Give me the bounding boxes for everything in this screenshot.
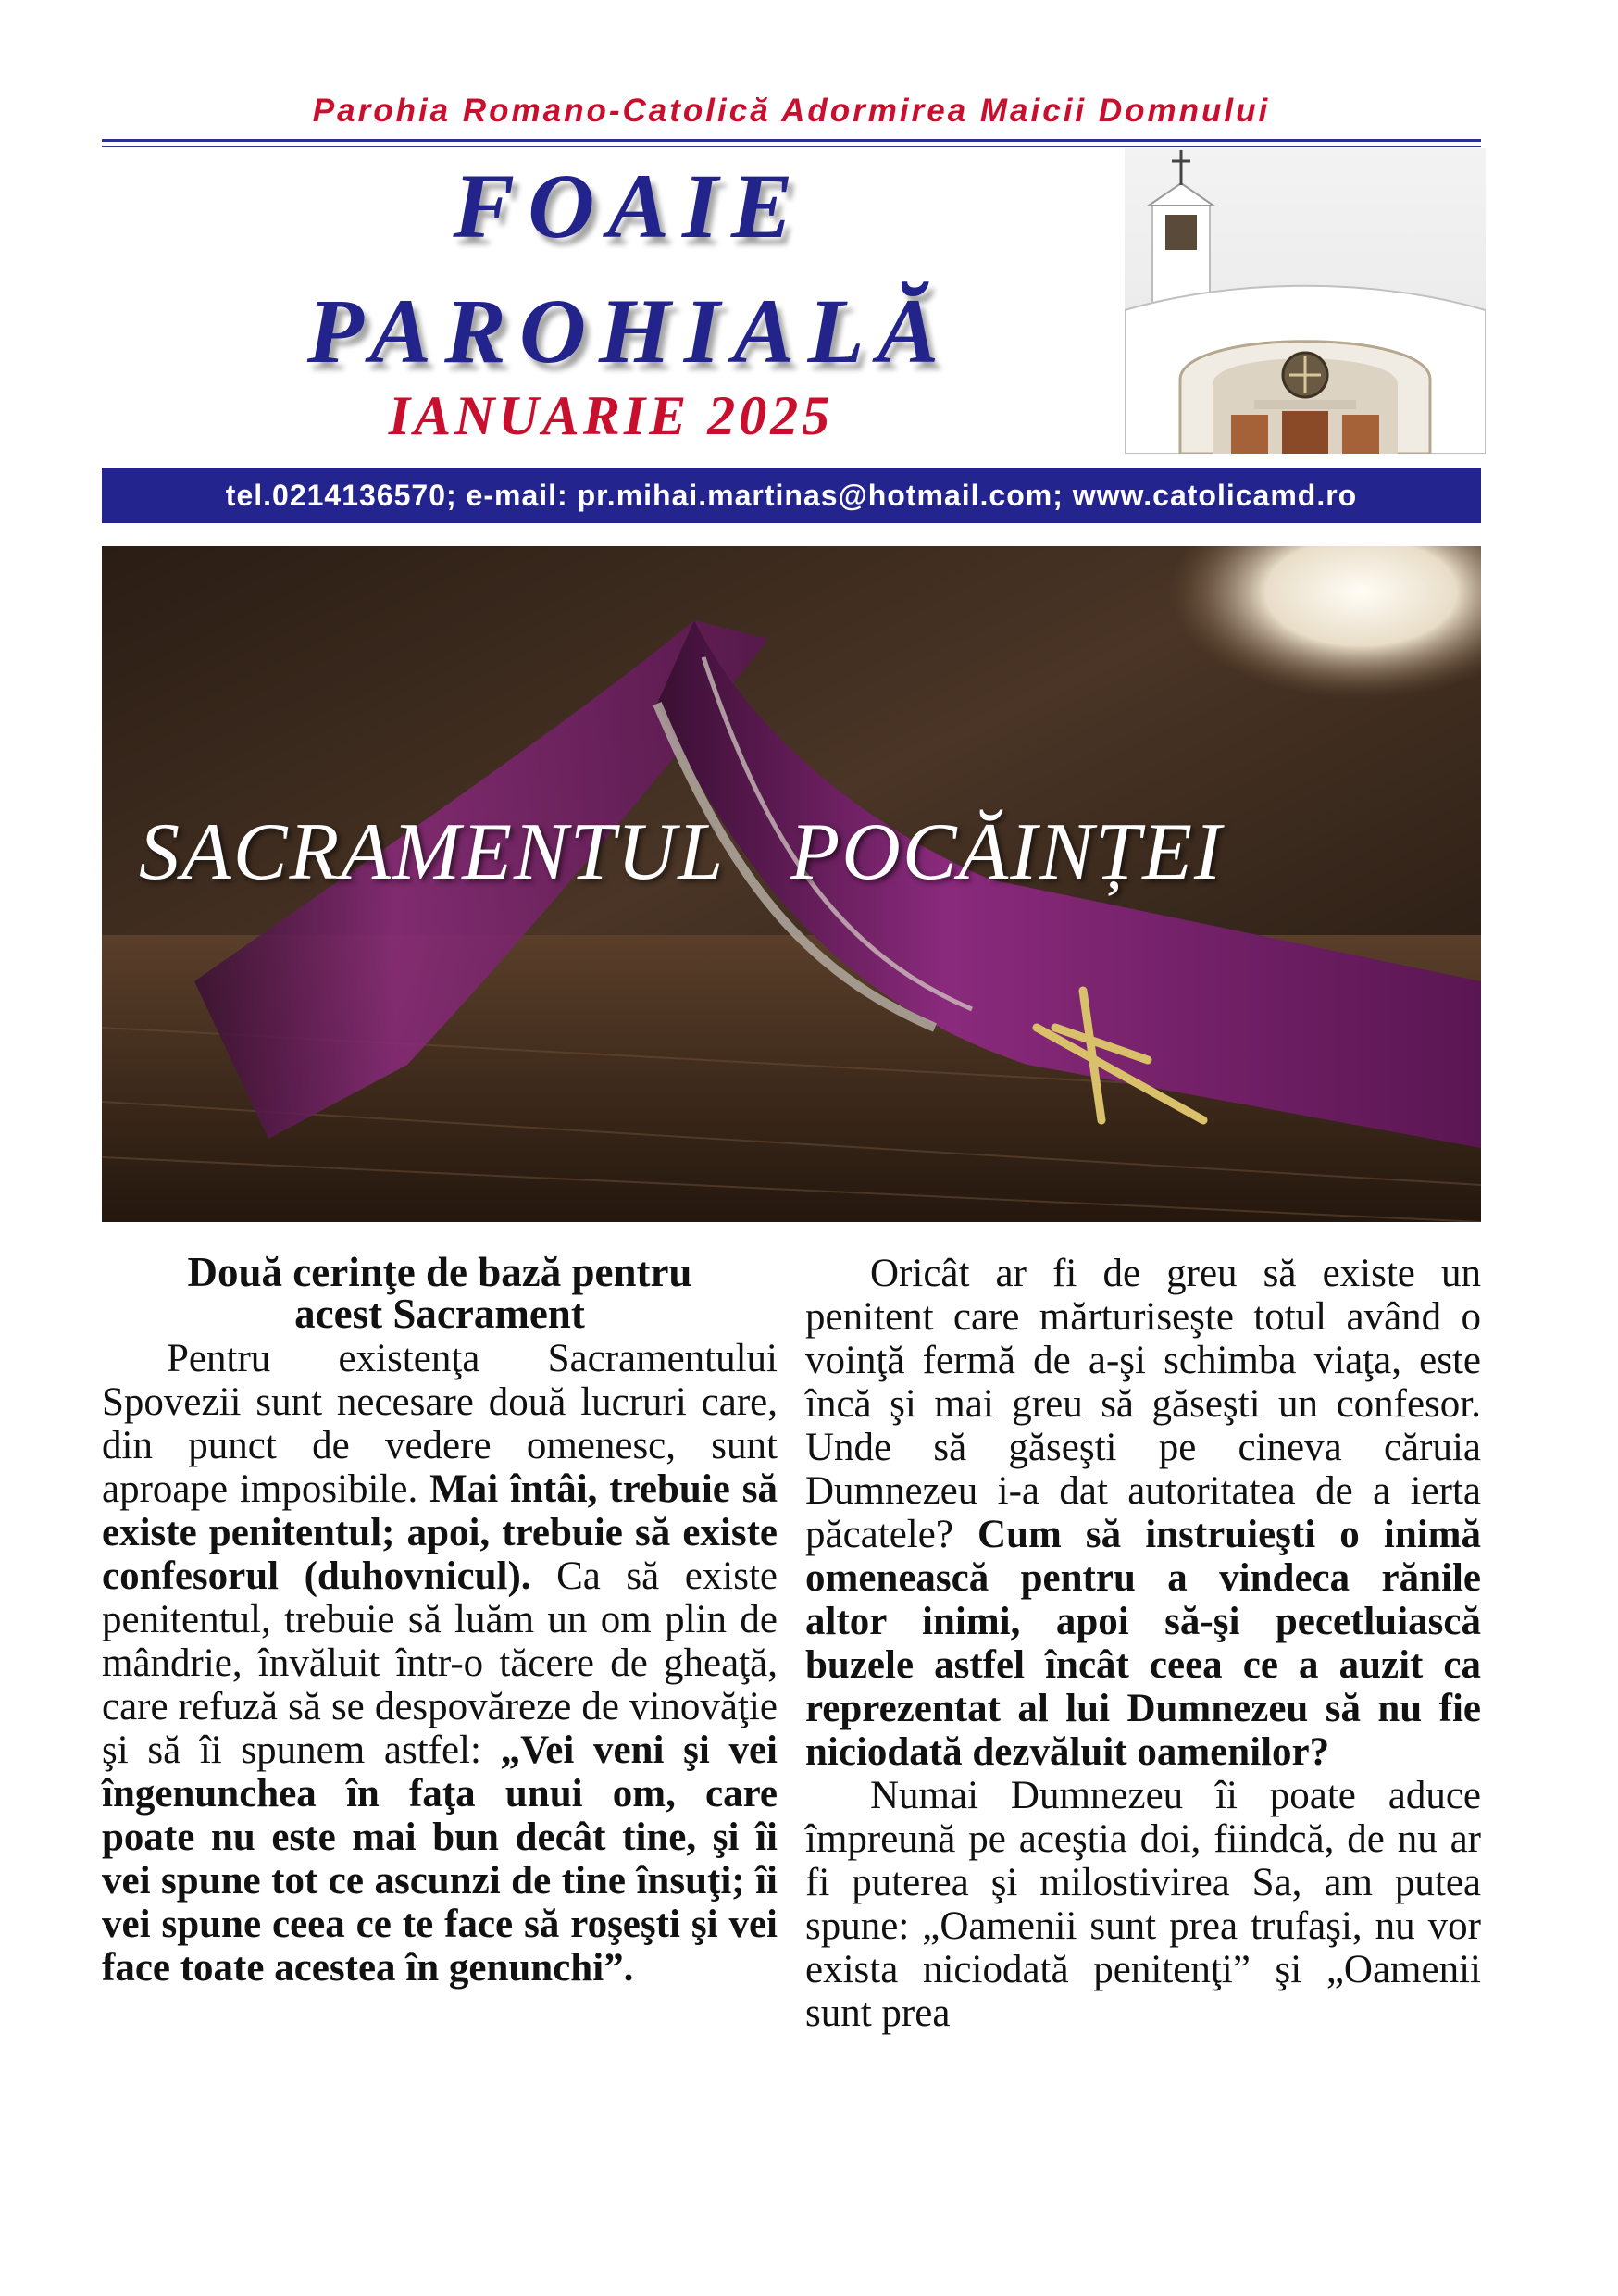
- right-paragraph-2: Numai Dumnezeu îi poate aduce împreună pe aceştia doi, fiindcă, de nu ar fi puterea şi milostivirea Sa, am putea spune: „Oamenii sunt prea trufaşi, nu vor exista niciodată penitenţi” şi „Oamenii sunt prea: [805, 1774, 1481, 2035]
- parish-name: Parohia Romano-Catolică Adormirea Maicii Domnului: [312, 93, 1271, 129]
- right-text-a: Oricât ar fi de greu să existe un penitent care mărturiseşte totul având o voinţă fermă de a-şi schimba viaţa, este încă şi mai greu să găseşti un confesor. Unde să găseşti pe cineva căruia Dumnezeu i-a dat autoritatea de a ierta păcatele?: [805, 1252, 1481, 1556]
- header-rule-thin: [102, 146, 1481, 147]
- title-line-2: PAROHIALĂ: [306, 280, 952, 382]
- left-text-b: Mai întâi, trebuie să existe penitentul; apoi, trebuie să existe confesorul (duhovnicul).: [102, 1467, 778, 1598]
- title-line-1: FOAIE: [453, 155, 806, 257]
- heading-line-1: Două cerinţe de bază pentru: [187, 1249, 692, 1295]
- left-paragraph: [102, 1337, 778, 1990]
- heading-line-2: acest Sacrament: [294, 1291, 585, 1337]
- right-paragraph-1: [805, 1252, 1481, 1774]
- left-text-c: Ca să existe penitentul, trebuie să luăm un om plin de mândrie, învăluit într-o tăcere de gheaţă, care refuză să se despovăreze de vinovăţie şi să îi spunem astfel:: [102, 1554, 778, 1772]
- header-rule: [102, 139, 1481, 142]
- left-column: [102, 1249, 778, 1990]
- cover-title: SACRAMENTUL POCĂINȚEI: [139, 807, 1224, 897]
- issue-date: IANUARIE 2025: [388, 385, 834, 446]
- church-photo: [1125, 148, 1486, 454]
- article-heading: [102, 1249, 778, 1337]
- left-text-d: „Vei veni şi vei îngenunchea în faţa unui om, care poate nu este mai bun decât tine, şi îi vei spune tot ce ascunzi de tine însuţi; îi vei spune ceea ce te face să roşeşti şi vei face toate acestea în genunchi”.: [102, 1728, 778, 1990]
- right-text-b: Cum să instruieşti o inimă omenească pentru a vindeca rănile altor inimi, apoi să-şi pecetluiască buzele astfel încât ceea ce a auzit ca reprezentat al lui Dumnezeu să nu fie niciodată dezvăluit oamenilor?: [805, 1513, 1481, 1774]
- cover-photo: [102, 546, 1481, 1222]
- left-text-a: Pentru existenţa Sacramentului Spovezii sunt necesare două lucruri care, din punct de vedere omenesc, sunt aproape imposibile.: [102, 1337, 778, 1511]
- contact-bar: tel.0214136570; e-mail: pr.mihai.martinas@hotmail.com; www.catolicamd.ro: [102, 468, 1481, 523]
- right-column: [805, 1252, 1481, 2035]
